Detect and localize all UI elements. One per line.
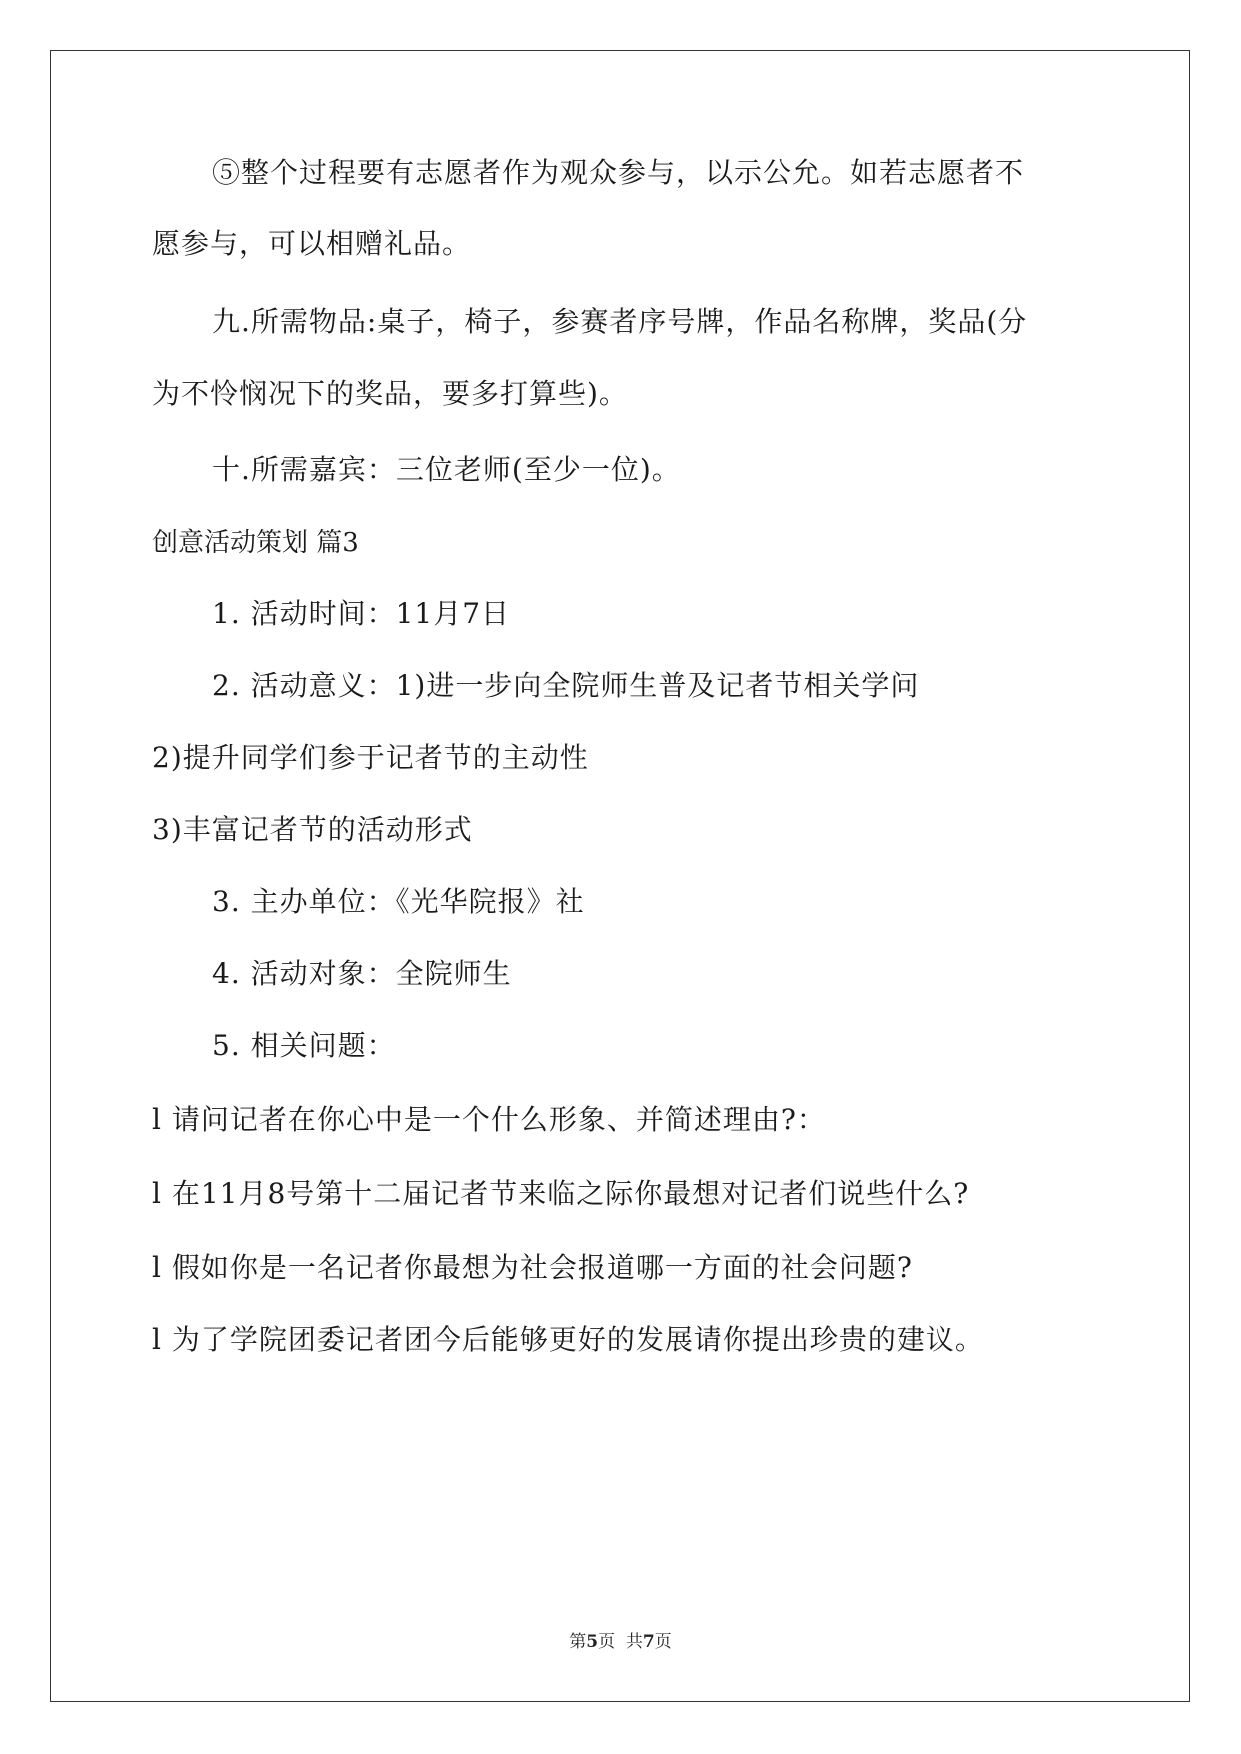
item-meaning-sub-2: 2)提升同学们参于记者节的主动性 xyxy=(152,741,589,774)
item-organizer: 3. 主办单位：《光华院报》社 xyxy=(212,885,585,918)
paragraph-guests: 十.所需嘉宾：三位老师(至少一位)。 xyxy=(212,453,681,486)
paragraph-materials-line-1: 九.所需物品:桌子，椅子，参赛者序号牌，作品名称牌，奖品(分 xyxy=(212,305,1028,338)
question-1: l 请问记者在你心中是一个什么形象、并简述理由?： xyxy=(152,1103,826,1136)
question-2: l 在11月8号第十二届记者节来临之际你最想对记者们说些什么? xyxy=(152,1177,970,1210)
footer-total-pages: 7 xyxy=(642,1632,655,1652)
page-footer xyxy=(0,1631,1241,1653)
paragraph-volunteer-line-1: ⑤整个过程要有志愿者作为观众参与，以示公允。如若志愿者不 xyxy=(212,156,1025,189)
paragraph-volunteer-line-2: 愿参与，可以相赠礼品。 xyxy=(152,227,472,260)
item-related-questions: 5. 相关问题： xyxy=(212,1029,396,1062)
paragraph-materials-line-2: 为不怜悯况下的奖品，要多打算些)。 xyxy=(152,377,628,410)
item-meaning-sub-3: 3)丰富记者节的活动形式 xyxy=(152,813,473,846)
item-activity-meaning: 2. 活动意义：1)进一步向全院师生普及记者节相关学问 xyxy=(212,669,920,702)
item-audience: 4. 活动对象：全院师生 xyxy=(212,957,512,990)
footer-suffix: 页 xyxy=(654,1632,672,1652)
section-heading: 创意活动策划 篇3 xyxy=(152,528,359,558)
footer-prefix: 第 xyxy=(569,1632,587,1652)
footer-middle: 页 共 xyxy=(598,1632,643,1652)
footer-current-page: 5 xyxy=(586,1632,599,1652)
item-activity-time: 1. 活动时间：11月7日 xyxy=(212,597,511,630)
page-border xyxy=(50,50,1190,1702)
question-3: l 假如你是一名记者你最想为社会报道哪一方面的社会问题? xyxy=(152,1251,913,1284)
question-4: l 为了学院团委记者团今后能够更好的发展请你提出珍贵的建议。 xyxy=(152,1323,984,1356)
